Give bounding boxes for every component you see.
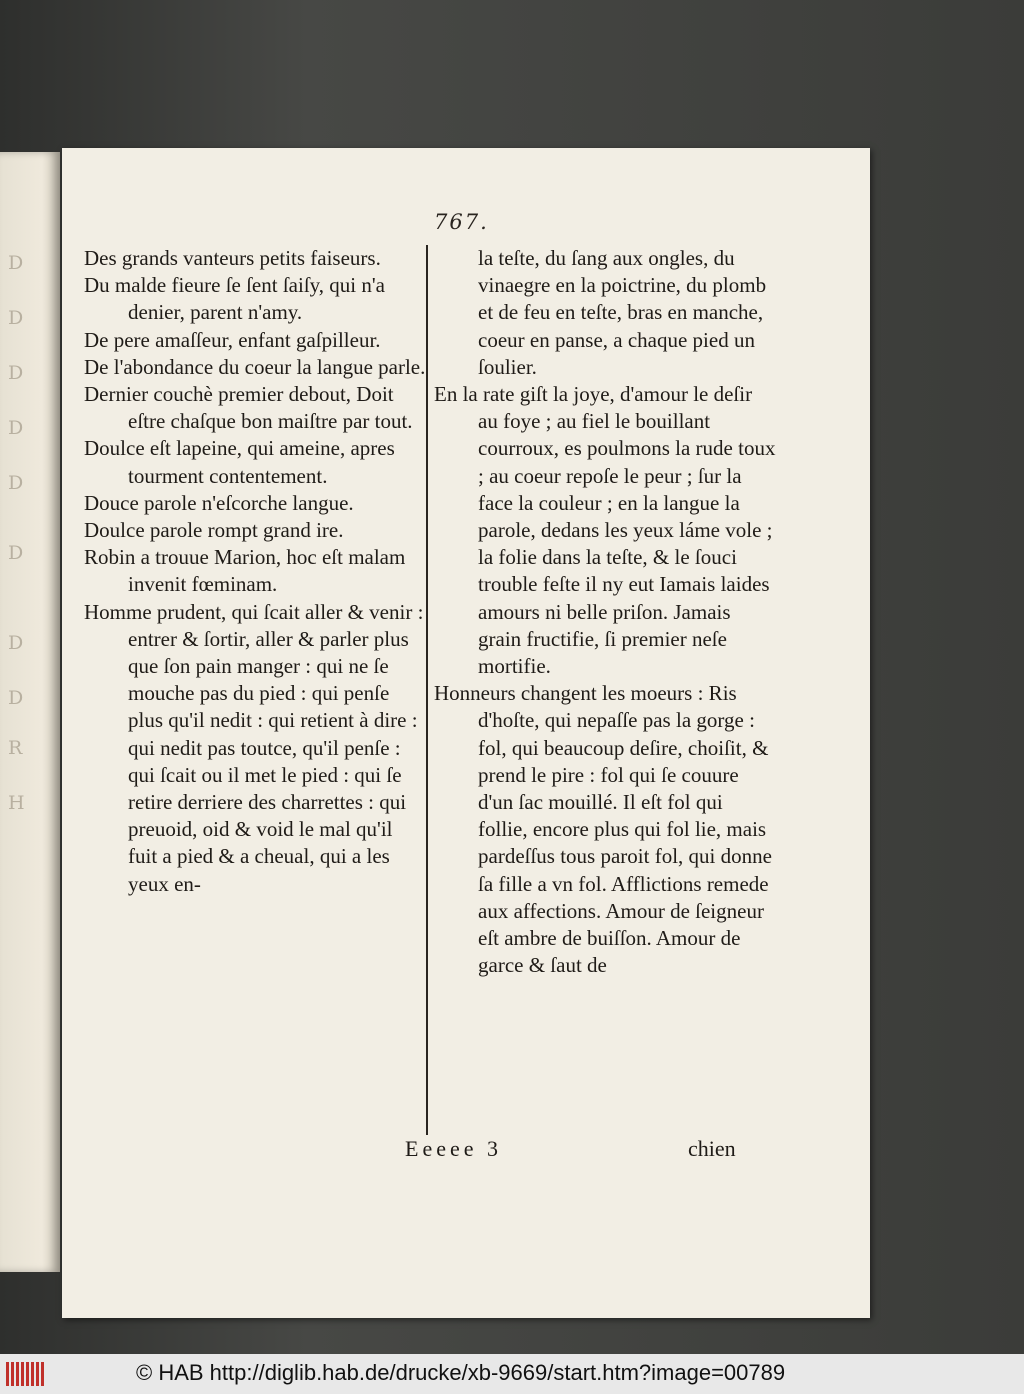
- catchword: chien: [688, 1136, 736, 1161]
- prev-page-fragment: D: [8, 687, 24, 709]
- proverb-entry: Robin a trouue Marion, hoc eſt malam invenit fœminam.: [84, 545, 406, 597]
- column-divider: [426, 245, 428, 1135]
- proverb-entry: Du malde fieure ſe ſent ſaiſy, qui n'a denier, parent n'amy.: [84, 273, 385, 325]
- proverb-entry: De pere amaſſeur, enfant gaſpilleur.: [84, 327, 381, 352]
- hab-logo-icon: [6, 1362, 46, 1386]
- proverb-entry: En la rate giſt la joye, d'amour le deſir au foye ; au fiel le bouillant courroux, es poulmons la rude toux ; au coeur repoſe le peur ; ſur la face la couleur ; en la langue la parole, dedans les yeux láme vole ; la folie dans la teſte, & le ſouci trouble feſte il ny eut Iamais laides amours ni belle priſon. Jamais grain fructifie, ſi premier neſe mortifie.: [434, 382, 776, 679]
- prev-page-fragment: D: [8, 307, 24, 329]
- proverb-entry: Doulce parole rompt grand ire.: [84, 518, 344, 543]
- previous-page-edge: [0, 152, 60, 1272]
- prev-page-fragment: R: [8, 737, 23, 759]
- footer-bar: [0, 1354, 1024, 1394]
- proverb-entry: Doulce eſt lapeine, qui ameine, apres tourment contentement.: [84, 436, 395, 488]
- right-column: [434, 245, 776, 979]
- left-column: [84, 245, 426, 898]
- proverb-entry: Homme prudent, qui ſcait aller & venir : entrer & ſortir, aller & parler plus que ſon pain manger : qui ne ſe mouche pas du pied : qui penſe plus qu'il nedit : qui retient à dire : qui nedit pas toutce, qu'il penſe : qui ſcait ou il met le pied : qui ſe retire derriere des charrettes : qui preuoid, oid & void le mal qu'il fuit a pied & a cheual, qui a les yeux en-: [84, 599, 424, 896]
- proverb-entry: Douce parole n'eſcorche langue.: [84, 490, 354, 515]
- printer-signature: Eeeee 3: [405, 1136, 502, 1161]
- proverb-entry: Honneurs changent les moeurs : Ris d'hoſte, qui nepaſſe pas la gorge : fol, qui beaucoup deſire, choiſit, & prend le pire : fol qui ſe couure d'un ſac mouillé. Il eſt fol qui follie, encore plus qui fol lie, mais pardeſſus tous paroit fol, qui donne ſa fille a vn fol. Afflictions remede aux affections. Amour de ſeigneur eſt ambre de buiſſon. Amour de garce & ſaut de: [434, 681, 772, 978]
- prev-page-fragment: D: [8, 252, 24, 274]
- footer-credit-link[interactable]: © HAB http://diglib.hab.de/drucke/xb-9669/start.htm?image=00789: [136, 1360, 786, 1385]
- proverb-entry: De l'abondance du coeur la langue parle.: [84, 354, 426, 379]
- prev-page-fragment: D: [8, 362, 24, 384]
- page-number: 767.: [434, 210, 489, 234]
- prev-page-fragment: D: [8, 632, 24, 654]
- prev-page-fragment: D: [8, 472, 24, 494]
- proverb-entry: Dernier couchè premier debout, Doit eſtre chaſque bon maiſtre par tout.: [84, 382, 413, 434]
- proverb-entry: Des grands vanteurs petits faiseurs.: [84, 246, 381, 270]
- prev-page-fragment: D: [8, 417, 24, 439]
- prev-page-fragment: D: [8, 542, 24, 564]
- proverb-entry: la teſte, du ſang aux ongles, du vinaegre en la poictrine, du plomb et de feu en teſte, bras en manche, coeur en panse, a chaque pied un ſoulier.: [478, 246, 767, 379]
- prev-page-fragment: H: [8, 792, 25, 814]
